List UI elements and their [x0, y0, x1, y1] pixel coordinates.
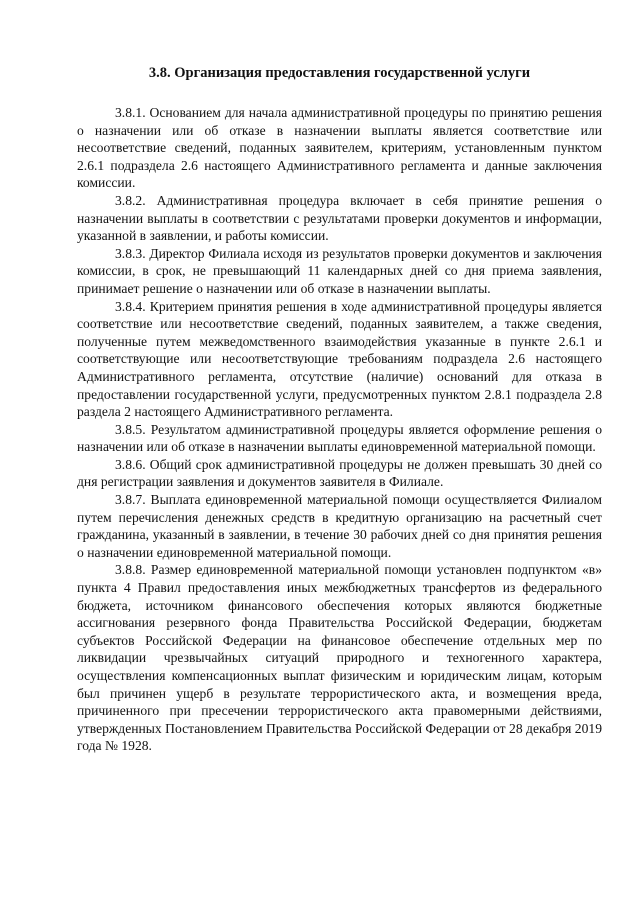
paragraph-3-8-2: 3.8.2. Административная процедура включает в себя принятие решения о назначении выплаты в соответствии с результатами проверки документов и информации, указанной в заявлении, и работы комиссии.	[77, 192, 602, 244]
paragraph-3-8-6: 3.8.6. Общий срок административной процедуры не должен превышать 30 дней со дня регистрации заявления и документов заявителя в Филиале.	[77, 456, 602, 490]
paragraph-3-8-8: 3.8.8. Размер единовременной материальной помощи установлен подпунктом «в» пункта 4 Правил предоставления иных межбюджетных трансфертов из федерального бюджета, источником финансового обеспечения которых являются бюджетные ассигнования резервного фонда Правительства Российской Федерации, бюджетам субъектов Российской Федерации на финансовое обеспечение отдельных мер по ликвидации чрезвычайных ситуаций природного и техногенного характера, осуществления компенсационных выплат физическим и юридическим лицам, которым был причинен ущерб в результате террористического акта, и возмещения вреда, причиненного при пресечении террористического акта правомерными действиями, утвержденных Постановлением Правительства Российской Федерации от 28 декабря 2019 года № 1928.	[77, 562, 602, 754]
paragraph-3-8-7: 3.8.7. Выплата единовременной материальной помощи осуществляется Филиалом путем перечисления денежных средств в кредитную организацию на расчетный счет гражданина, указанный в заявлении, в течение 30 рабочих дней со дня принятия решения о назначении единовременной материальной помощи.	[77, 492, 602, 560]
paragraph-3-8-4: 3.8.4. Критерием принятия решения в ходе административной процедуры является соответствие или несоответствие сведений, поданных заявителем, а также сведения, полученные путем межведомственного взаимодействия указанные в пункте 2.6.1 и соответствующие или несоответствующие требованиям подраздела 2.6 настоящего Административного регламента, отсутствие (наличие) оснований для отказа в предоставлении государственной услуги, предусмотренных пунктом 2.8.1 подраздела 2.8 раздела 2 настоящего Административного регламента.	[77, 298, 602, 420]
paragraph-3-8-3: 3.8.3. Директор Филиала исходя из результатов проверки документов и заключения комиссии, в срок, не превышающий 11 календарных дней со дня приема заявления, принимает решение о назначении или об отказе в назначении выплаты.	[77, 245, 602, 296]
section-heading: 3.8. Организация предоставления государственной услуги	[148, 65, 531, 81]
paragraph-3-8-5: 3.8.5. Результатом административной процедуры является оформление решения о назначении или об отказе в назначении выплаты единовременной материальной помощи.	[77, 421, 602, 455]
paragraph-3-8-1: 3.8.1. Основанием для начала административной процедуры по принятию решения о назначении или об отказе в назначении выплаты является соответствие или несоответствие сведений, поданных заявителем, критериям, установленным пунктом 2.6.1 подраздела 2.6 настоящего Административного регламента и данные заключения комиссии.	[77, 105, 602, 191]
document-page	[77, 64, 602, 755]
